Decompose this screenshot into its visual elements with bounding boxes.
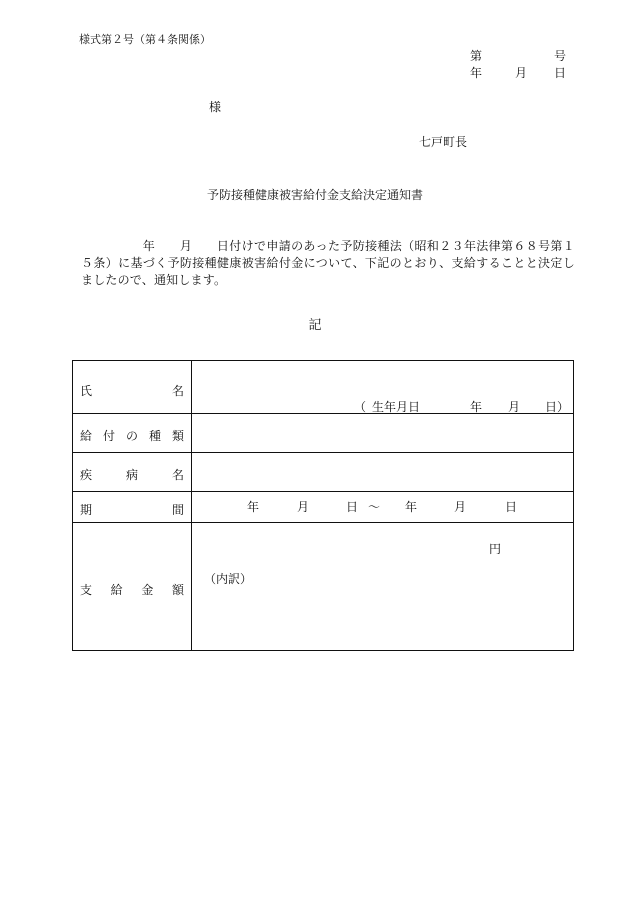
birth-day: 日） xyxy=(545,400,570,414)
period-value-cell[interactable] xyxy=(192,492,573,522)
period-year-end: 年 xyxy=(405,500,418,514)
label-name: 氏 名 xyxy=(80,384,184,398)
label-cell xyxy=(73,492,192,522)
benefit-type-value-cell[interactable] xyxy=(192,414,573,452)
doc-number-prefix: 第 xyxy=(470,49,483,63)
table-row-disease xyxy=(73,453,573,492)
birth-month: 月 xyxy=(508,400,521,414)
label-cell xyxy=(73,414,192,452)
label-cell xyxy=(73,523,192,650)
info-table xyxy=(72,360,574,651)
label-cell xyxy=(73,361,192,413)
date-month: 月 xyxy=(515,66,528,80)
label-period: 期 間 xyxy=(80,503,184,517)
addressee-suffix: 様 xyxy=(209,100,222,114)
period-tilde: ～ xyxy=(368,500,381,514)
form-number: 様式第２号（第４条関係） xyxy=(79,33,211,46)
table-row-amount xyxy=(73,523,573,650)
period-month-start: 月 xyxy=(297,500,310,514)
amount-breakdown: （内訳） xyxy=(204,572,253,586)
doc-number-suffix: 号 xyxy=(553,49,566,63)
ki-heading: 記 xyxy=(308,318,322,333)
amount-value-cell[interactable] xyxy=(192,523,573,650)
label-disease: 疾 病 名 xyxy=(80,468,184,482)
period-year-start: 年 xyxy=(247,500,260,514)
sender-name: 七戸町長 xyxy=(419,135,468,149)
document-title: 予防接種健康被害給付金支給決定通知書 xyxy=(206,188,423,202)
table-row-benefit-type xyxy=(73,414,573,453)
date-day: 日 xyxy=(553,66,566,80)
label-cell xyxy=(73,453,192,491)
disease-value-cell[interactable] xyxy=(192,453,573,491)
birth-date-label: 生年月日 xyxy=(372,400,421,414)
birth-open-paren: （ xyxy=(354,400,367,414)
birth-year: 年 xyxy=(470,400,483,414)
body-paragraph: 年 月 日付けで申請のあった予防接種法（昭和２３年法律第６８号第１５条）に基づく予防接種健康被害給付金について、下記のとおり、支給することと決定しましたので、通知します。 xyxy=(81,239,575,288)
name-value-cell[interactable] xyxy=(192,361,573,413)
label-amount: 支 給 金 額 xyxy=(80,583,184,597)
table-row-name xyxy=(73,361,573,414)
date-year: 年 xyxy=(470,66,483,80)
amount-yen: 円 xyxy=(489,542,502,556)
label-benefit-type: 給 付 の 種 類 xyxy=(80,429,184,443)
period-day-start: 日 xyxy=(346,500,359,514)
period-day-end: 日 xyxy=(505,500,518,514)
period-month-end: 月 xyxy=(454,500,467,514)
table-row-period xyxy=(73,492,573,523)
